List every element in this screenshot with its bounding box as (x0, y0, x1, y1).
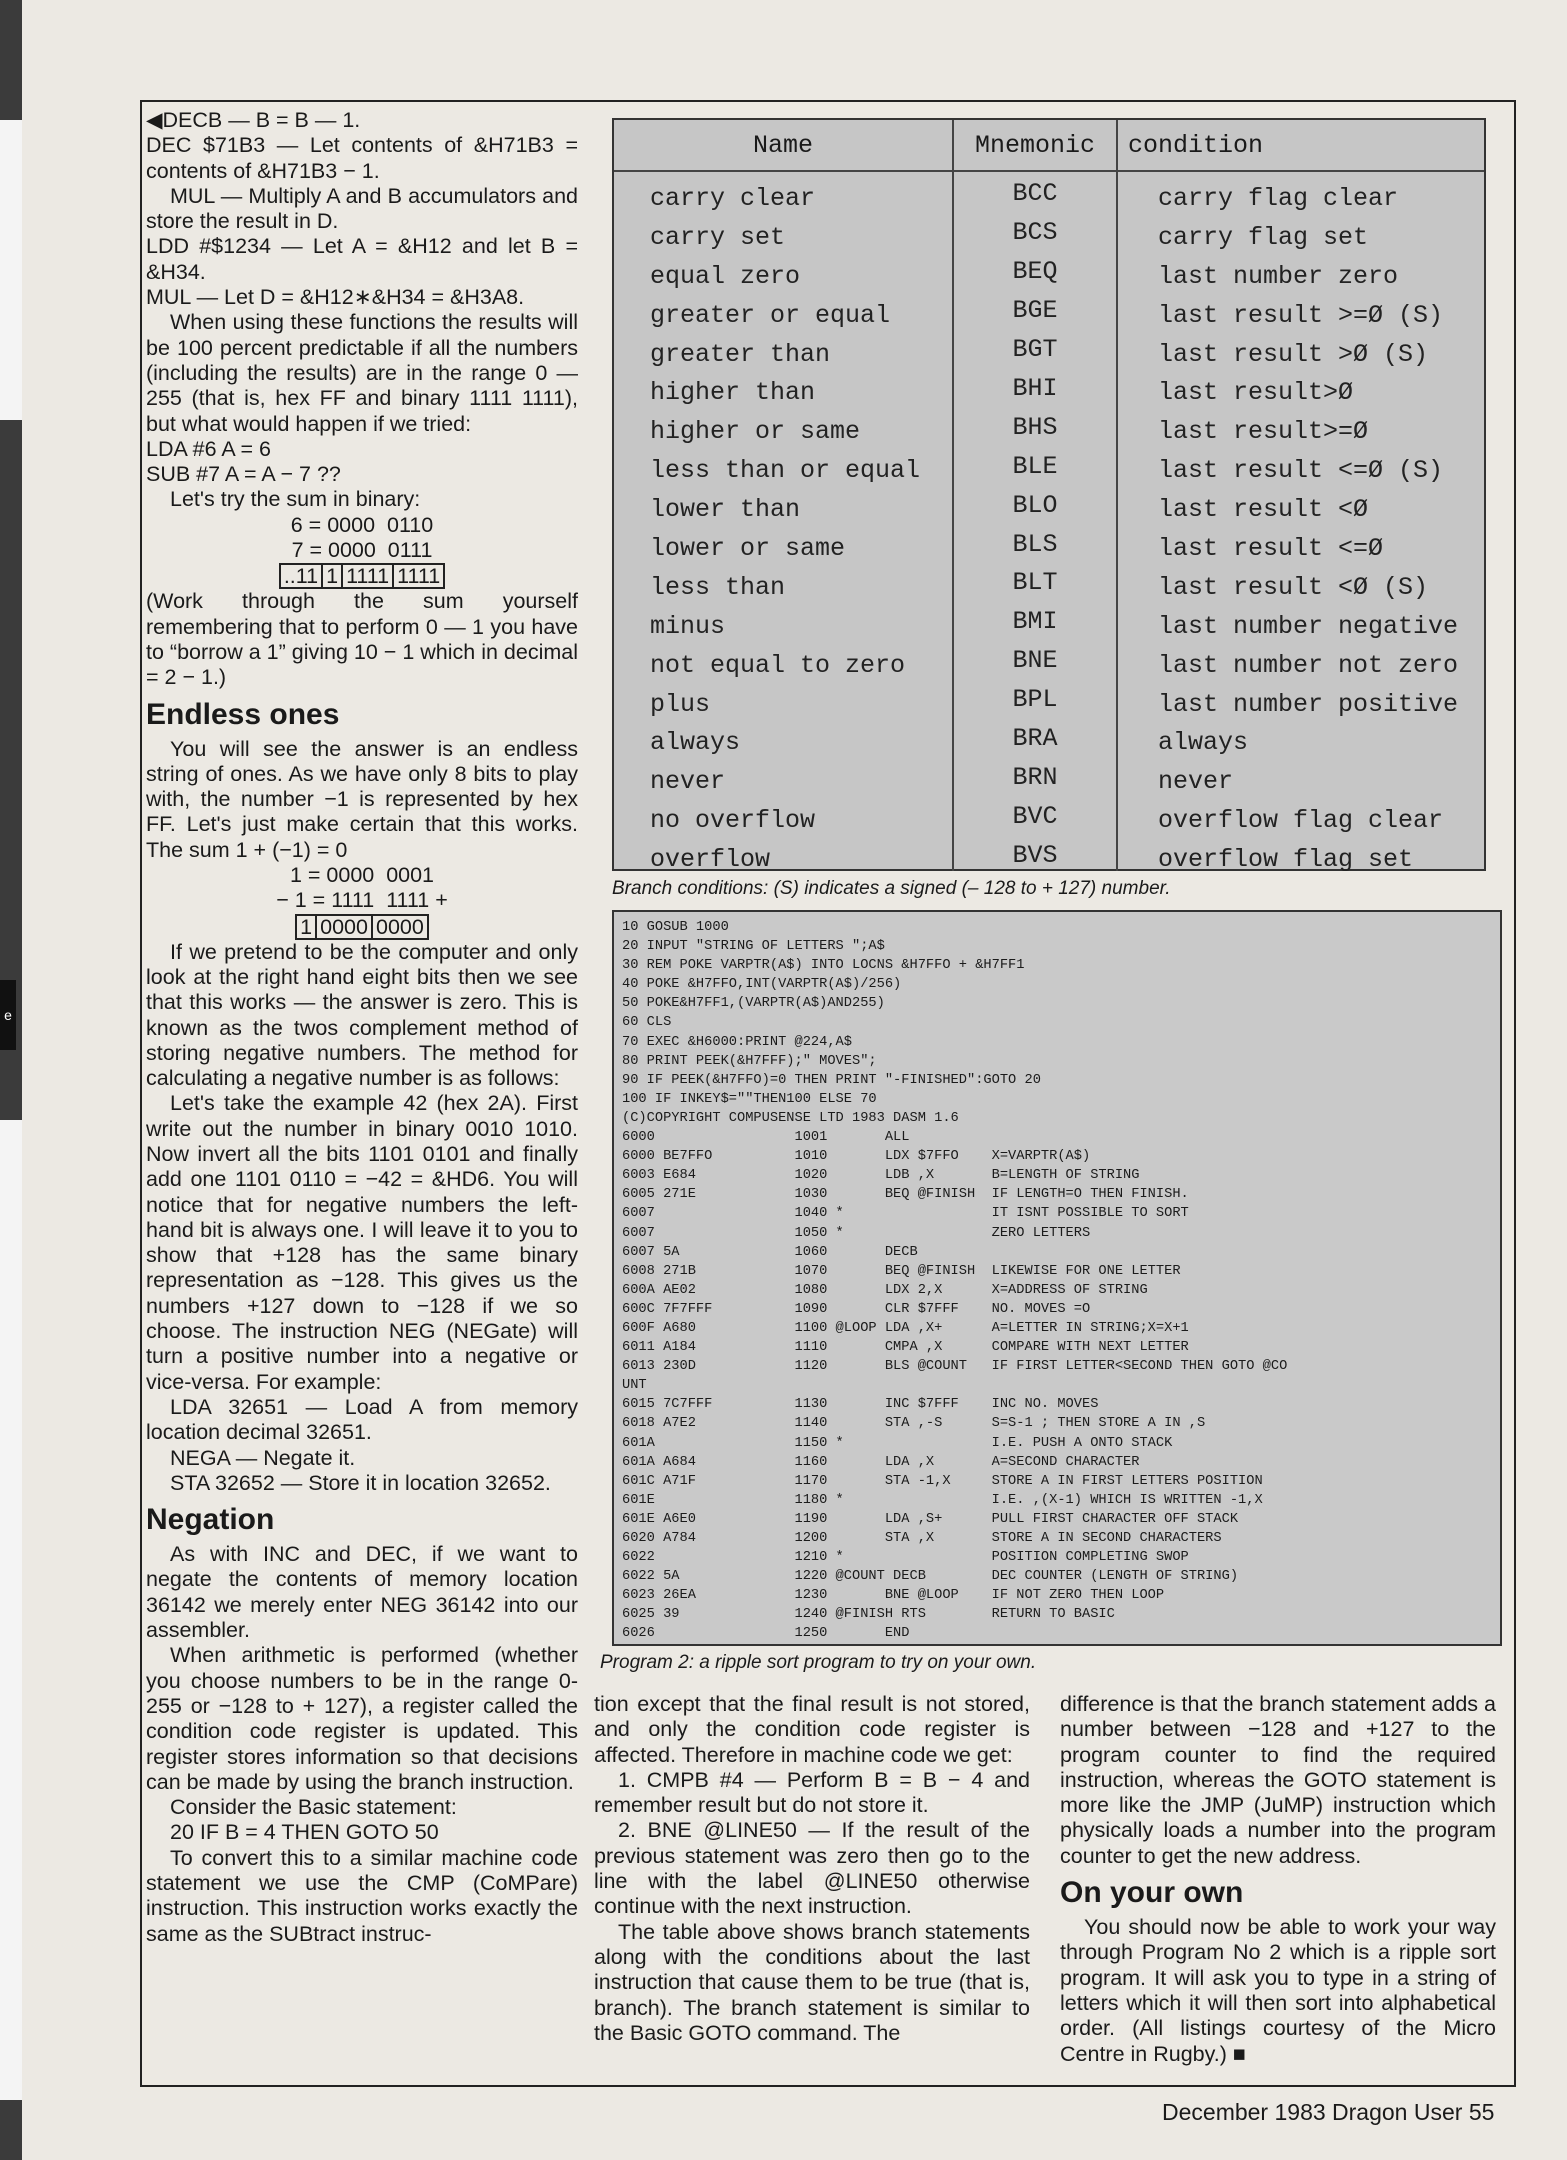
header-name: Name (614, 120, 954, 170)
listing-line: 601A A684 1160 LDA ,X A=SECOND CHARACTER (622, 1454, 1140, 1470)
branch-name: minus (650, 611, 726, 641)
listing-line: 60 CLS (622, 1015, 672, 1031)
branch-mnemonic: BCC (1012, 179, 1058, 209)
branch-name: greater or equal (650, 300, 891, 330)
listing-line: 6022 5A 1220 @COUNT DECB DEC COUNTER (LENGTH OF STRING) (622, 1569, 1239, 1585)
branch-mnemonic: BRN (1012, 762, 1058, 792)
branch-mnemonic: BPL (1012, 685, 1058, 715)
body-paragraph: Let's try the sum in binary: (170, 487, 421, 512)
listing-line: 30 REM POKE VARPTR(A$) INTO LOCNS &H7FFO + &H7FF1 (622, 958, 1025, 974)
binary-sum-line: 7 = 0000 0111 (291, 538, 433, 563)
body-paragraph: You will see the answer is an endless string of ones. As we have only 8 bits to play with, the number −1 is represented by hex FF. Let's just make certain that this works. The sum 1 + (−1) = 0 (146, 736, 578, 862)
branch-mnemonic: BVS (1012, 840, 1058, 870)
listing-line: (C)COPYRIGHT COMPUSENSE LTD 1983 DASM 1.6 (622, 1110, 959, 1126)
binary-result-box (146, 914, 578, 940)
body-paragraph: MUL — Let D = &H12∗&H34 = &H3A8. (146, 285, 525, 310)
body-paragraph: (Work through the sum yourself remembering that to perform 0 — 1 you have to “borrow a 1” giving 10 − 1 which in decimal = 2 − 1.) (146, 589, 579, 690)
branch-name: less than (650, 572, 786, 602)
listing-line: 600C 7F7FFF 1090 CLR $7FFF NO. MOVES =O (622, 1301, 1091, 1317)
listing-line: 50 POKE&H7FF1,(VARPTR(A$)AND255) (622, 996, 885, 1012)
header-condition: condition (1128, 130, 1264, 160)
body-paragraph: LDD #$1234 — Let A = &H12 and let B = &H34. (146, 234, 578, 284)
listing-line: 6007 1050 * ZERO LETTERS (622, 1225, 1091, 1241)
middle-column (594, 1692, 1030, 2046)
branch-condition: always (1158, 728, 1249, 758)
body-paragraph: To convert this to a similar machine code statement we use the CMP (CoMPare) instruction. This instruction works exactly the same as the SUBtract instruc- (146, 1845, 578, 1946)
binary-result-cell: 0000 (317, 914, 373, 940)
listing-line: 90 IF PEEK(&H7FFO)=0 THEN PRINT "-FINISHED":GOTO 20 (622, 1072, 1041, 1088)
listing-line: 6011 A184 1110 CMPA ,X COMPARE WITH NEXT LETTER (622, 1340, 1189, 1356)
branch-mnemonic: BGE (1012, 296, 1058, 326)
body-paragraph: 2. BNE @LINE50 — If the result of the previous statement was zero then go to the line with the label @LINE50 otherwise continue with the next instruction. (594, 1818, 1030, 1919)
listing-line: 6026 1250 END (622, 1626, 910, 1642)
branch-condition: last result >Ø (S) (1158, 339, 1429, 369)
listing-line: 6000 1001 ALL (622, 1130, 910, 1146)
binary-result-cell: 1 (323, 563, 343, 589)
listing-line: 100 IF INKEY$=""THEN100 ELSE 70 (622, 1091, 877, 1107)
listing-line: 70 EXEC &H6000:PRINT @224,A$ (622, 1034, 852, 1050)
branch-condition: last number zero (1158, 261, 1399, 291)
branch-condition: carry flag set (1158, 222, 1369, 252)
branch-mnemonic: BEQ (1012, 257, 1058, 287)
branch-mnemonic: BMI (1012, 607, 1058, 637)
section-heading: On your own (1060, 1876, 1244, 1910)
branch-name: higher than (650, 378, 816, 408)
branch-mnemonic: BLO (1012, 490, 1058, 520)
branch-condition: overflow flag clear (1158, 806, 1444, 836)
branch-name: equal zero (650, 261, 801, 291)
binary-sum-line: 1 = 0000 0001 (289, 863, 435, 888)
branch-condition: never (1158, 767, 1234, 797)
branch-condition: last number not zero (1158, 650, 1459, 680)
binder-tab: e (0, 980, 16, 1050)
condition-column (1118, 172, 1484, 875)
binary-result-cell: ..11 (279, 563, 323, 589)
body-paragraph: LDA 32651 — Load A from memory location decimal 32651. (146, 1394, 578, 1445)
binary-result-cell: 0000 (373, 914, 429, 940)
body-paragraph: The table above shows branch statements along with the conditions about the last instruction that cause them to be true (that is, branch). The branch statement is similar to the Basic GOTO command. The (594, 1919, 1030, 2045)
branch-condition: last result <=Ø (1158, 534, 1384, 564)
branch-name: carry set (650, 222, 786, 252)
listing-line: 10 GOSUB 1000 (622, 920, 729, 935)
branch-condition: last result <Ø (S) (1158, 572, 1429, 602)
listing-line: 6013 230D 1120 BLS @COUNT IF FIRST LETTER<SECOND THEN GOTO @CO (622, 1359, 1288, 1375)
branch-mnemonic: BHI (1012, 373, 1058, 403)
branch-name: never (650, 767, 726, 797)
body-paragraph: SUB #7 A = A − 7 ?? (146, 462, 341, 487)
listing-line: UNT (622, 1378, 647, 1394)
branch-name: plus (650, 689, 711, 719)
binder-page-strip (0, 1120, 22, 2100)
listing-line: 601A 1150 * I.E. PUSH A ONTO STACK (622, 1435, 1173, 1451)
body-paragraph: ◀DECB — B = B — 1. (146, 108, 361, 132)
right-paragraph: difference is that the branch statement adds a number between −128 and +127 to the program counter to find the required instruction, whereas the GOTO statement is more like the JMP (JuMP) instruction which physically loads a number into the program counter to get the new address. (1060, 1692, 1496, 1868)
branch-name: greater than (650, 339, 831, 369)
branch-mnemonic: BNE (1012, 646, 1058, 676)
branch-condition: last result <Ø (1158, 495, 1369, 525)
branch-table (612, 118, 1486, 875)
right-column (1060, 1692, 1496, 2067)
listing-line: 601E 1180 * I.E. ,(X-1) WHICH IS WRITTEN -1,X (622, 1492, 1263, 1508)
branch-name: less than or equal (650, 456, 921, 486)
body-paragraph: Consider the Basic statement: (170, 1795, 457, 1820)
body-paragraph: When arithmetic is performed (whether you choose numbers to be in the range 0-255 or −128 to + 127), a register called the condition code register is updated. This register stores information so that decisions can be made by using the branch instruction. (146, 1643, 578, 1794)
listing-line: 6020 A784 1200 STA ,X STORE A IN SECOND CHARACTERS (622, 1531, 1222, 1546)
binary-result-box (146, 563, 578, 589)
branch-mnemonic: BVC (1012, 801, 1058, 831)
body-paragraph: If we pretend to be the computer and only look at the right hand eight bits then we see that this works — the answer is zero. This is known as the twos complement method of storing negative numbers. The method for calculating a negative number is as follows: (146, 939, 578, 1091)
branch-mnemonic: BHS (1012, 412, 1058, 442)
branch-condition: last result <=Ø (S) (1158, 456, 1444, 486)
body-paragraph: NEGA — Negate it. (170, 1445, 356, 1470)
branch-mnemonic: BLS (1012, 529, 1058, 559)
listing-line: 6003 E684 1020 LDB ,X B=LENGTH OF STRING (622, 1168, 1140, 1184)
branch-condition: overflow flag set (1158, 845, 1414, 875)
body-paragraph: STA 32652 — Store it in location 32652. (170, 1470, 551, 1495)
binary-sum-line: − 1 = 1111 1111 + (276, 888, 448, 913)
listing-line: 6022 1210 * POSITION COMPLETING SWOP (622, 1550, 1189, 1566)
body-paragraph: When using these functions the results will be 100 percent predictable if all the numbers (including the results) are in the range 0 — 255 (that is, hex FF and binary 1111 1111), but what would happen if we tried: (146, 310, 578, 436)
listing-line: 6015 7C7FFF 1130 INC $7FFF INC NO. MOVES (622, 1397, 1099, 1413)
listing-caption: Program 2: a ripple sort program to try on your own. (600, 1652, 1037, 1673)
section-heading: Negation (146, 1503, 275, 1537)
listing-line: 601E A6E0 1190 LDA ,S+ PULL FIRST CHARACTER OFF STACK (622, 1511, 1239, 1527)
listing-line: 6007 5A 1060 DECB (622, 1244, 918, 1260)
branch-name: overflow (650, 845, 771, 875)
branch-mnemonic: BRA (1012, 723, 1058, 753)
binder-edge (0, 0, 22, 2160)
branch-name: higher or same (650, 417, 861, 447)
binder-page-strip (0, 120, 22, 420)
listing-line: 40 POKE &H7FFO,INT(VARPTR(A$)/256) (622, 977, 902, 993)
branch-mnemonic: BGT (1012, 335, 1058, 365)
table-header-row (614, 120, 1484, 172)
listing-line: 20 INPUT "STRING OF LETTERS ";A$ (622, 939, 885, 955)
branch-condition: last result >=Ø (S) (1158, 300, 1444, 330)
branch-name: carry clear (650, 184, 816, 213)
mnemonic-column (954, 172, 1118, 871)
listing-line: 6023 26EA 1230 BNE @LOOP IF NOT ZERO THEN LOOP (622, 1588, 1165, 1604)
header-mnemonic: Mnemonic (954, 120, 1118, 170)
listing-line: 600F A680 1100 @LOOP LDA ,X+ A=LETTER IN STRING;X=X+1 (622, 1320, 1189, 1336)
branch-condition: last result>=Ø (1158, 417, 1369, 447)
branch-name: lower than (650, 495, 801, 525)
listing-line: 6007 1040 * IT ISNT POSSIBLE TO SORT (622, 1206, 1189, 1222)
branch-condition: carry flag clear (1158, 184, 1399, 213)
body-paragraph: DEC $71B3 — Let contents of &H71B3 = contents of &H71B3 − 1. (146, 133, 578, 183)
listing-line: 6018 A7E2 1140 STA ,-S S=S-1 ; THEN STORE A IN ,S (622, 1416, 1206, 1432)
section-heading: Endless ones (146, 697, 340, 731)
body-paragraph: As with INC and DEC, if we want to negate the contents of memory location 36142 we merely enter NEG 36142 into our assembler. (146, 1542, 578, 1643)
listing-line: 6005 271E 1030 BEQ @FINISH IF LENGTH=O THEN FINISH. (622, 1187, 1189, 1203)
branch-name: lower or same (650, 534, 846, 564)
name-column (614, 172, 954, 875)
program-listing (612, 910, 1502, 1646)
listing-line: 6008 271B 1070 BEQ @FINISH LIKEWISE FOR ONE LETTER (622, 1263, 1181, 1279)
branch-mnemonic: BLE (1012, 451, 1058, 481)
branch-mnemonic: BLT (1012, 568, 1058, 598)
branch-name: always (650, 728, 741, 758)
branch-mnemonic: BCS (1012, 218, 1058, 248)
table-body (614, 172, 1484, 875)
binary-result-cell: 1111 (394, 563, 445, 589)
binary-result-cell: 1111 (343, 563, 394, 589)
branch-name: not equal to zero (650, 650, 906, 680)
body-paragraph: 1. CMPB #4 — Perform B = B − 4 and remember result but do not store it. (594, 1767, 1030, 1818)
body-paragraph: tion except that the final result is not stored, and only the condition code register is affected. Therefore in machine code we get: (594, 1692, 1030, 1767)
binary-result-cell: 1 (295, 914, 317, 940)
body-paragraph: MUL — Multiply A and B accumulators and store the result in D. (146, 183, 578, 234)
page-footer: December 1983 Dragon User 55 (1162, 2099, 1495, 2125)
listing-line: 600A AE02 1080 LDX 2,X X=ADDRESS OF STRING (622, 1282, 1148, 1298)
right-paragraph: You should now be able to work your way through Program No 2 which is a ripple sort program. It will ask you to type in a string of letters which it will then sort into alphabetical order. (All listings courtesy of the Micro Centre in Rugby.) ■ (1060, 1915, 1496, 2066)
listing-line: 6000 BE7FFO 1010 LDX $7FFO X=VARPTR(A$) (622, 1149, 1091, 1165)
body-paragraph: 20 IF B = 4 THEN GOTO 50 (170, 1820, 439, 1845)
table-caption: Branch conditions: (S) indicates a signed (– 128 to + 127) number. (612, 878, 1171, 899)
left-column (146, 108, 578, 1947)
listing-line: 6025 39 1240 @FINISH RTS RETURN TO BASIC (622, 1607, 1115, 1623)
branch-condition: last number negative (1158, 611, 1459, 641)
binary-sum-line: 6 = 0000 0110 (290, 512, 434, 537)
listing-line: 80 PRINT PEEK(&H7FFF);" MOVES"; (622, 1053, 877, 1069)
branch-name: no overflow (650, 806, 816, 836)
branch-condition: last result>Ø (1158, 378, 1354, 408)
body-paragraph: Let's take the example 42 (hex 2A). First write out the number in binary 0010 1010. Now invert all the bits 1101 0101 and finally add one 1101 0110 = −42 = &HD6. You will notice that for negative numbers the left-hand bit is always one. I will leave it to you to show that +128 has the same binary representation as −128. This gives us the numbers +127 down to −128 if we so choose. The instruction NEG (NEGate) will turn a positive number into a negative or vice-versa. For example: (146, 1091, 578, 1394)
branch-condition: last number positive (1158, 689, 1459, 719)
body-paragraph: LDA #6 A = 6 (146, 436, 271, 461)
listing-line: 601C A71F 1170 STA -1,X STORE A IN FIRST LETTERS POSITION (622, 1473, 1263, 1489)
